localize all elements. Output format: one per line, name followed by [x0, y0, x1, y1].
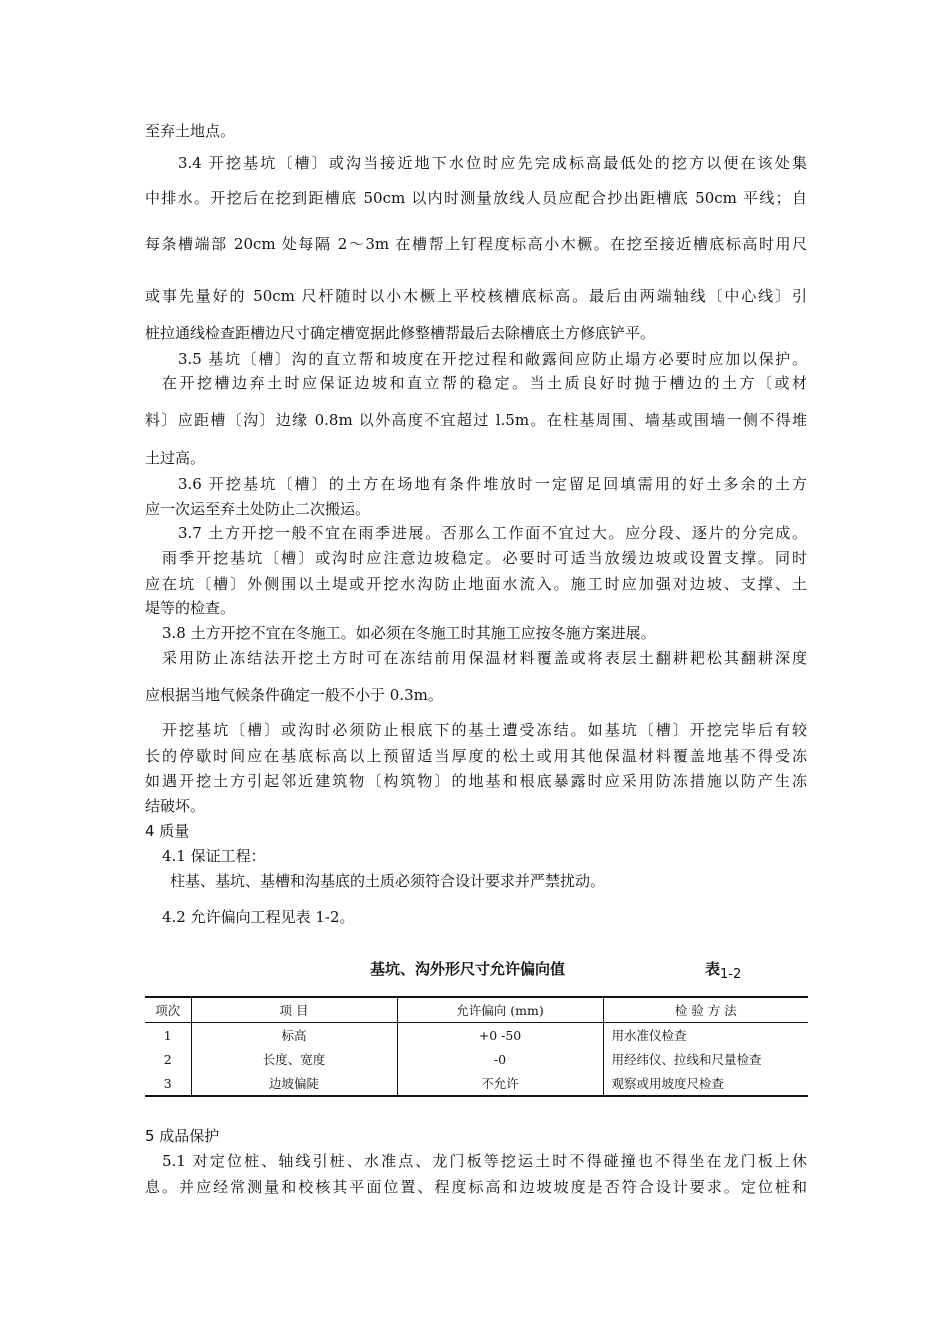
text-line: 至弃土地点。: [145, 122, 236, 140]
text-line: 桩拉通线检查距槽边尺寸确定槽宽据此修整槽帮最后去除槽底土方修底铲平。: [145, 324, 656, 342]
text-line: 3.7 土方开挖一般不宜在雨季进展。否那么工作面不宜过大。应分段、逐片的分完成。: [178, 524, 807, 542]
text-line: 雨季开挖基坑〔槽〕或沟时应注意边坡稳定。必要时可适当放缓边坡或设置支撑。同时: [162, 549, 807, 567]
table-header: 允许偏向 (mm): [397, 997, 603, 1023]
table-cell: 不允许: [397, 1071, 603, 1096]
text-line: 采用防止冻结法开挖土方时可在冻结前用保温材料覆盖或将表层土翻耕耙松其翻耕深度: [162, 649, 807, 667]
table-cell: -0: [397, 1047, 603, 1071]
table-cell: 长度、宽度: [191, 1047, 397, 1071]
text-line: 应在坑〔槽〕外侧围以土堤或开挖水沟防止地面水流入。施工时应加强对边坡、支撑、土: [145, 575, 807, 593]
table-header: 项 目: [191, 997, 397, 1023]
table-header: 检 验 方 法: [603, 997, 808, 1023]
table-header: 项次: [155, 1003, 181, 1018]
table-header-row: [145, 997, 808, 1023]
text-line: 3.5 基坑〔槽〕沟的直立帮和坡度在开挖过程和敞露间应防止塌方必要时应加以保护。: [178, 350, 807, 368]
text-line: 如遇开挖土方引起邻近建筑物〔构筑物〕的地基和根底暴露时应采用防冻措施以防产生冻: [145, 772, 807, 790]
table-row: [145, 1047, 808, 1071]
text-line: 柱基、基坑、基槽和沟基底的土质必须符合设计要求并严禁扰动。: [170, 872, 606, 890]
table-cell: 1: [163, 1027, 172, 1043]
text-line: 3.8 土方开挖不宜在冬施工。如必须在冬施工时其施工应按冬施方案进展。: [162, 624, 656, 642]
text-line: 中排水。开挖后在挖到距槽底 50cm 以内时测量放线人员应配合抄出距槽底 50cm 平线；自: [145, 189, 807, 207]
text-line: 应根据当地气候条件确定一般不小于 0.3m。: [145, 686, 443, 704]
table-cell: 用水准仪检查: [603, 1023, 808, 1048]
text-line: 5.1 对定位桩、轴线引桩、水准点、龙门板等挖运土时不得碰撞也不得坐在龙门板上休: [162, 1152, 807, 1170]
text-line: 4.1 保证工程：: [162, 847, 266, 865]
text-line: 土过高。: [145, 449, 206, 467]
table-cell: 边坡偏陡: [191, 1071, 397, 1096]
text-line: 3.4 开挖基坑〔槽〕或沟当接近地下水位时应先完成标高最低处的挖方以便在该处集: [178, 154, 807, 172]
text-line: 每条槽端部 20cm 处每隔 2～3m 在槽帮上钉程度标高小木橛。在挖至接近槽底标高时用尺: [145, 235, 807, 253]
tolerance-table: [145, 996, 808, 1097]
text-line: 堤等的检查。: [145, 599, 236, 617]
text-line: 应一次运至弃土处防止二次搬运。: [145, 500, 371, 518]
table-cell: 3: [163, 1075, 172, 1091]
text-line: 料〕应距槽〔沟〕边缘 0.8m 以外高度不宜超过 l.5m。在柱基周围、墙基或围墙一侧不得堆: [145, 411, 807, 429]
text-line: 4.2 允许偏向工程见表 1-2。: [162, 908, 355, 926]
text-line: 在开挖槽边弃土时应保证边坡和直立帮的稳定。当土质良好时抛于槽边的土方〔或材: [162, 374, 807, 392]
table-row: [145, 1071, 808, 1096]
table-number: 表$_{1-2}$: [705, 960, 742, 982]
table-row: [145, 1023, 808, 1048]
text-line: 长的停歇时间应在基底标高以上预留适当厚度的松土或用其他保温材料覆盖地基不得受冻: [145, 747, 807, 765]
text-line: 结破坏。: [145, 797, 206, 815]
table-title: 基坑、沟外形尺寸允许偏向值: [370, 960, 566, 978]
section-heading: 4 质量: [145, 822, 190, 840]
table-cell: 标高: [191, 1023, 397, 1048]
table-cell: +0 -50: [397, 1023, 603, 1048]
text-line: 息。并应经常测量和校核其平面位置、程度标高和边坡坡度是否符合设计要求。定位桩和: [145, 1178, 807, 1196]
text-line: 开挖基坑〔槽〕或沟时必须防止根底下的基土遭受冻结。如基坑〔槽〕开挖完毕后有较: [162, 721, 807, 739]
text-line: 3.6 开挖基坑〔槽〕的土方在场地有条件堆放时一定留足回填需用的好土多余的土方: [178, 475, 807, 493]
text-line: 或事先量好的 50cm 尺杆随时以小木橛上平校核槽底标高。最后由两端轴线〔中心线〕引: [145, 287, 807, 305]
table-cell: 观察或用坡度尺检查: [603, 1071, 808, 1096]
table-cell: 2: [163, 1051, 172, 1067]
section-heading: 5 成品保护: [145, 1127, 220, 1145]
table-cell: 用经纬仪、拉线和尺量检查: [603, 1047, 808, 1071]
